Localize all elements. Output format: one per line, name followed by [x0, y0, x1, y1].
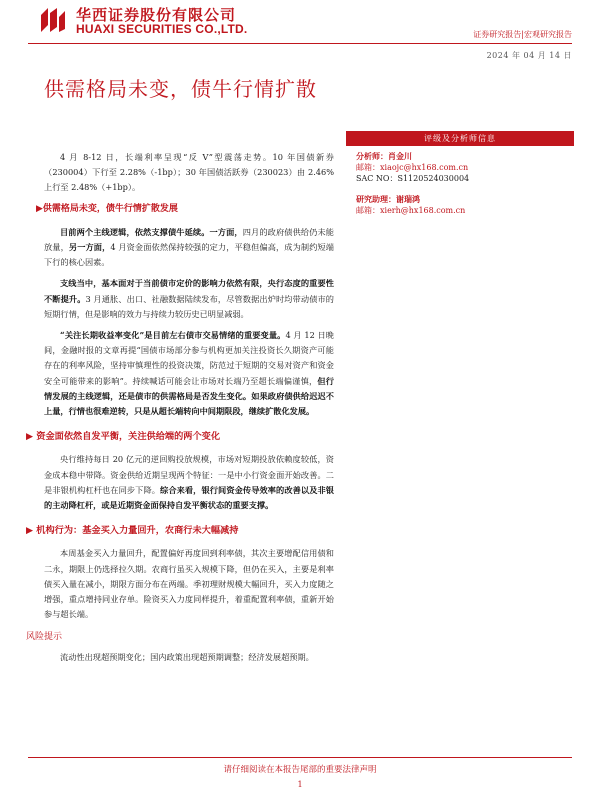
report-type: 证券研究报告|宏观研究报告 [473, 30, 572, 39]
bold-text: 综合来看，银行间资金传导效率的改善以及非银的主动降杠杆，或是近期资金面保持自发平衡状态的重要支撑。 [44, 484, 334, 511]
bold-text: 支线当中，基本面对于当前债市定价的影响力依然有限，央行态度的重要性不断提升。 [44, 278, 334, 304]
risk-title: 风险提示 [26, 632, 63, 643]
bold-text: 但行情发展的主线逻辑，还是债市的供需格局是否发生变化。如果政府债供给迟迟不上量，行情也很难逆转，只是从超长端转向中间期限段，继续扩散化发展。 [44, 375, 334, 417]
analyst-email-link[interactable]: xiaojc@hx168.com.cn [380, 163, 469, 172]
page-number: 1 [297, 780, 303, 789]
assistant-email-link[interactable]: xierh@hx168.com.cn [380, 206, 466, 215]
body-text: 四月的政府债供给仍未能放量， [44, 226, 334, 253]
sac-number: SAC NO：S1120524030004 [356, 174, 470, 183]
company-name-cn: 华西证券股份有限公司 [76, 6, 237, 24]
bold-text: 另一方面， [68, 242, 111, 253]
paragraph-main-logic [44, 225, 334, 271]
footer-divider [28, 757, 572, 758]
risk-text: 流动性出现超预期变化；国内政策出现超预期调整；经济发展超预期。 [60, 651, 314, 662]
company-name-en: HUAXI SECURITIES CO.,LTD. [76, 22, 248, 36]
section-heading-liquidity: ▶ 资金面依然自发平衡，关注供给端的两个变化 [26, 431, 221, 443]
analyst-name: 肖金川 [388, 151, 412, 161]
section-heading-supply-demand: ▶供需格局未变，债牛行情扩散发展 [36, 203, 178, 214]
analyst-label: 分析师： [356, 151, 388, 161]
header-divider [28, 43, 572, 44]
bold-text: “关注长期收益率变化”是目前左右债市交易情绪的重要变量。 [60, 330, 286, 341]
section-heading-institutions: ▶ 机构行为：基金买入力量回升，农商行未大幅减持 [26, 525, 239, 537]
analyst-row [356, 151, 571, 162]
bold-text: 目前两个主线逻辑，依然支撑债牛延续。一方面， [60, 226, 243, 237]
sidebar-header: 评级及分析师信息 [346, 132, 574, 146]
assistant-label: 研究助理： [356, 194, 396, 204]
paragraph-liquidity [44, 452, 334, 513]
paragraph-side-logic [44, 276, 334, 322]
body-text: 3 月通胀、出口、社融数据陆续发布，尽管数据出炉时均带动债市的短期行情，但是影响的效力与持续力较历史已明显减弱。 [44, 293, 334, 319]
summary-paragraph: 4 月 8-12 日，长端利率呈现“反 V”型震荡走势。10 年国债新券（230004）下行至 2.28%（-1bp）；30 年国债活跃券（230023）由 2.46%上行至 2.48%（+1bp）。 [44, 152, 334, 193]
report-title: 供需格局未变，债牛行情扩散 [44, 77, 317, 101]
body-text: 4 月 12 日晚间，金融时报的文章再提“国债市场部分参与机构更加关注投资长久期资产可能存在的利率风险，坚持审慎理性的投资决策，防范过于短期的交易对资产和资金安全可能带来的影响”。持续喊话可能会让市场对长端乃至超长端偏谨慎， [44, 330, 334, 386]
analyst-info [356, 151, 571, 216]
assistant-email-row [356, 205, 571, 216]
assistant-row [356, 194, 571, 205]
paragraph-long-term-yield [44, 328, 334, 419]
report-date: 2024 年 04 月 14 日 [486, 51, 572, 60]
body-text: 4 月资金面依然保持较强的定力，平稳但偏高，成为制约短端下行的核心因素。 [44, 242, 334, 268]
company-logo [38, 5, 68, 35]
main-content [26, 150, 334, 671]
analyst-email-row [356, 162, 571, 173]
assistant-name: 谢瑞鸿 [396, 194, 420, 204]
legal-disclaimer: 请仔细阅读在本报告尾部的重要法律声明 [223, 765, 377, 775]
body-text: 央行维持每日 20 亿元的逆回购投放规模，市场对短期投放依赖度较低，资金成本稳中带降。资金供给近期呈现两个特征：一是中小行资金面开始改善。二是非银机构杠杆也在同步下降。 [44, 454, 334, 495]
email-label: 邮箱： [356, 206, 380, 215]
email-label: 邮箱： [356, 163, 380, 172]
paragraph-institutions: 本周基金买入力量回升，配置偏好再度回到利率债，其次主要增配信用债和二永，期限上仍选择拉久期。农商行虽买入规模下降，但仍在买入，主要是利率债买入量在减小，期限方面分布在两端。季初理财规模大幅回升，买入力度随之增强，重点增持同业存单。险资买入力度同样提升，着重配置利率债，重新开始参与超长端。 [44, 548, 334, 620]
